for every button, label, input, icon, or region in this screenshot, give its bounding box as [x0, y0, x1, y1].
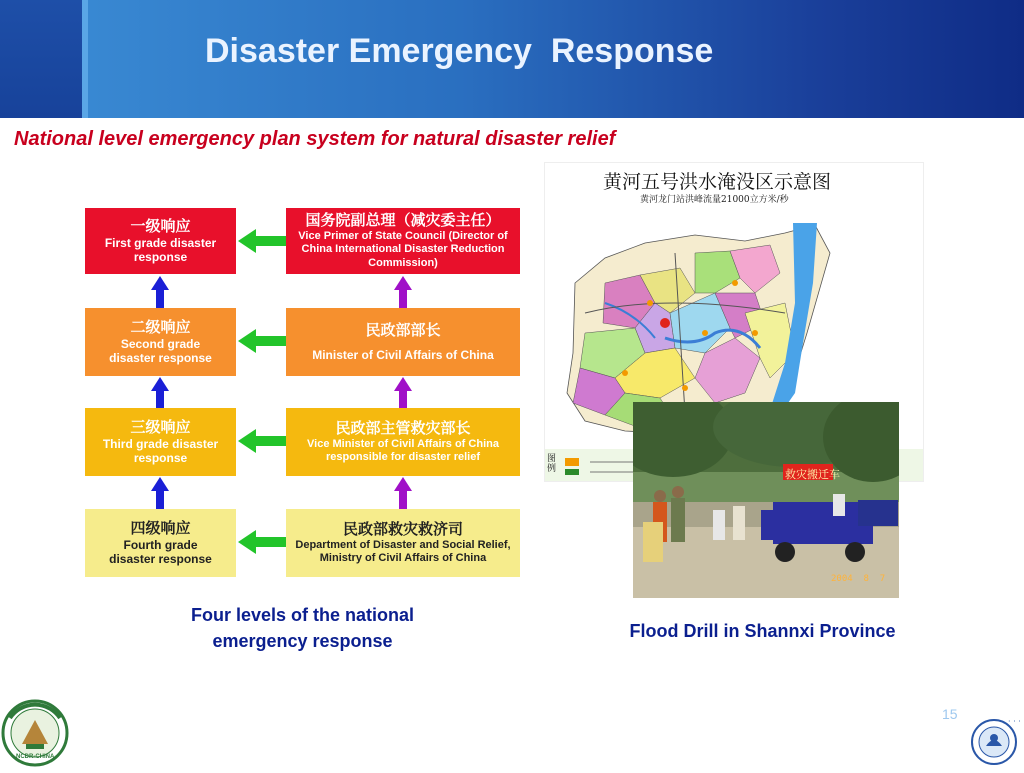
photo-date-stamp: 2004 8 7: [831, 574, 886, 584]
official-1-cn: 国务院副总理（减灾委主任）: [305, 212, 501, 230]
page-title: Disaster Emergency Response: [205, 32, 714, 70]
level-3-cn: 三级响应: [130, 418, 191, 436]
photo-caption: Flood Drill in Shannxi Province: [629, 621, 896, 641]
flood-drill-photo: [633, 402, 899, 598]
level-1-cn: 一级响应: [130, 217, 191, 235]
chart-caption: Four levels of the national emergency response: [190, 605, 415, 652]
arrow-left-green-1: [238, 229, 286, 253]
level-4-en: Fourth grade disaster response: [109, 537, 212, 566]
arrow-up-purple-2: [394, 377, 412, 408]
svg-text:· · ·: · · ·: [1008, 717, 1021, 726]
official-3-en: Vice Minister of Civil Affairs of China responsible for disaster relief: [307, 437, 499, 463]
map-title: 黄河五号洪水淹没区示意图: [603, 171, 832, 193]
map-subtitle: 黄河龙门站洪峰流量21000立方米/秒: [640, 195, 789, 205]
photo-banner-text: 救灾搬迁车: [785, 468, 840, 481]
university-logo-icon: [968, 708, 1024, 768]
official-2-cn: 民政部部长: [365, 321, 441, 339]
level-3-en: Third grade disaster response: [102, 436, 219, 465]
arrow-up-blue-3: [151, 477, 169, 509]
page-number: 15: [942, 706, 958, 722]
page-subtitle: National level emergency plan system for natural disaster relief: [14, 128, 616, 150]
arrow-left-green-3: [238, 429, 286, 453]
arrow-left-green-2: [238, 329, 286, 353]
level-2-cn: 二级响应: [130, 318, 191, 336]
ncdr-logo: [0, 698, 70, 768]
arrow-up-blue-2: [151, 377, 169, 408]
university-logo: [968, 708, 1024, 768]
official-1-en: Vice Primer of State Council (Director of China International Disaster Reduction Commission): [298, 230, 508, 269]
arrow-left-green-4: [238, 530, 286, 554]
level-2-en: Second grade disaster response: [109, 336, 212, 365]
official-4-cn: 民政部救灾救济司: [342, 520, 463, 538]
arrow-up-blue-1: [151, 276, 169, 308]
official-3-cn: 民政部主管救灾部长: [335, 419, 471, 437]
photo-drawing: [633, 402, 899, 598]
arrow-up-purple-1: [394, 276, 412, 308]
level-1-en: First grade disaster response: [104, 235, 217, 264]
official-2-en: Minister of Civil Affairs of China: [312, 347, 494, 362]
map-legend-label: 图例: [547, 454, 557, 474]
arrow-up-purple-3: [394, 477, 412, 509]
ncdr-logo-text: NCDR·CHINA: [16, 754, 55, 760]
level-4-cn: 四级响应: [130, 519, 191, 537]
official-4-en: Department of Disaster and Social Relief, Ministry of Civil Affairs of China: [295, 538, 511, 564]
